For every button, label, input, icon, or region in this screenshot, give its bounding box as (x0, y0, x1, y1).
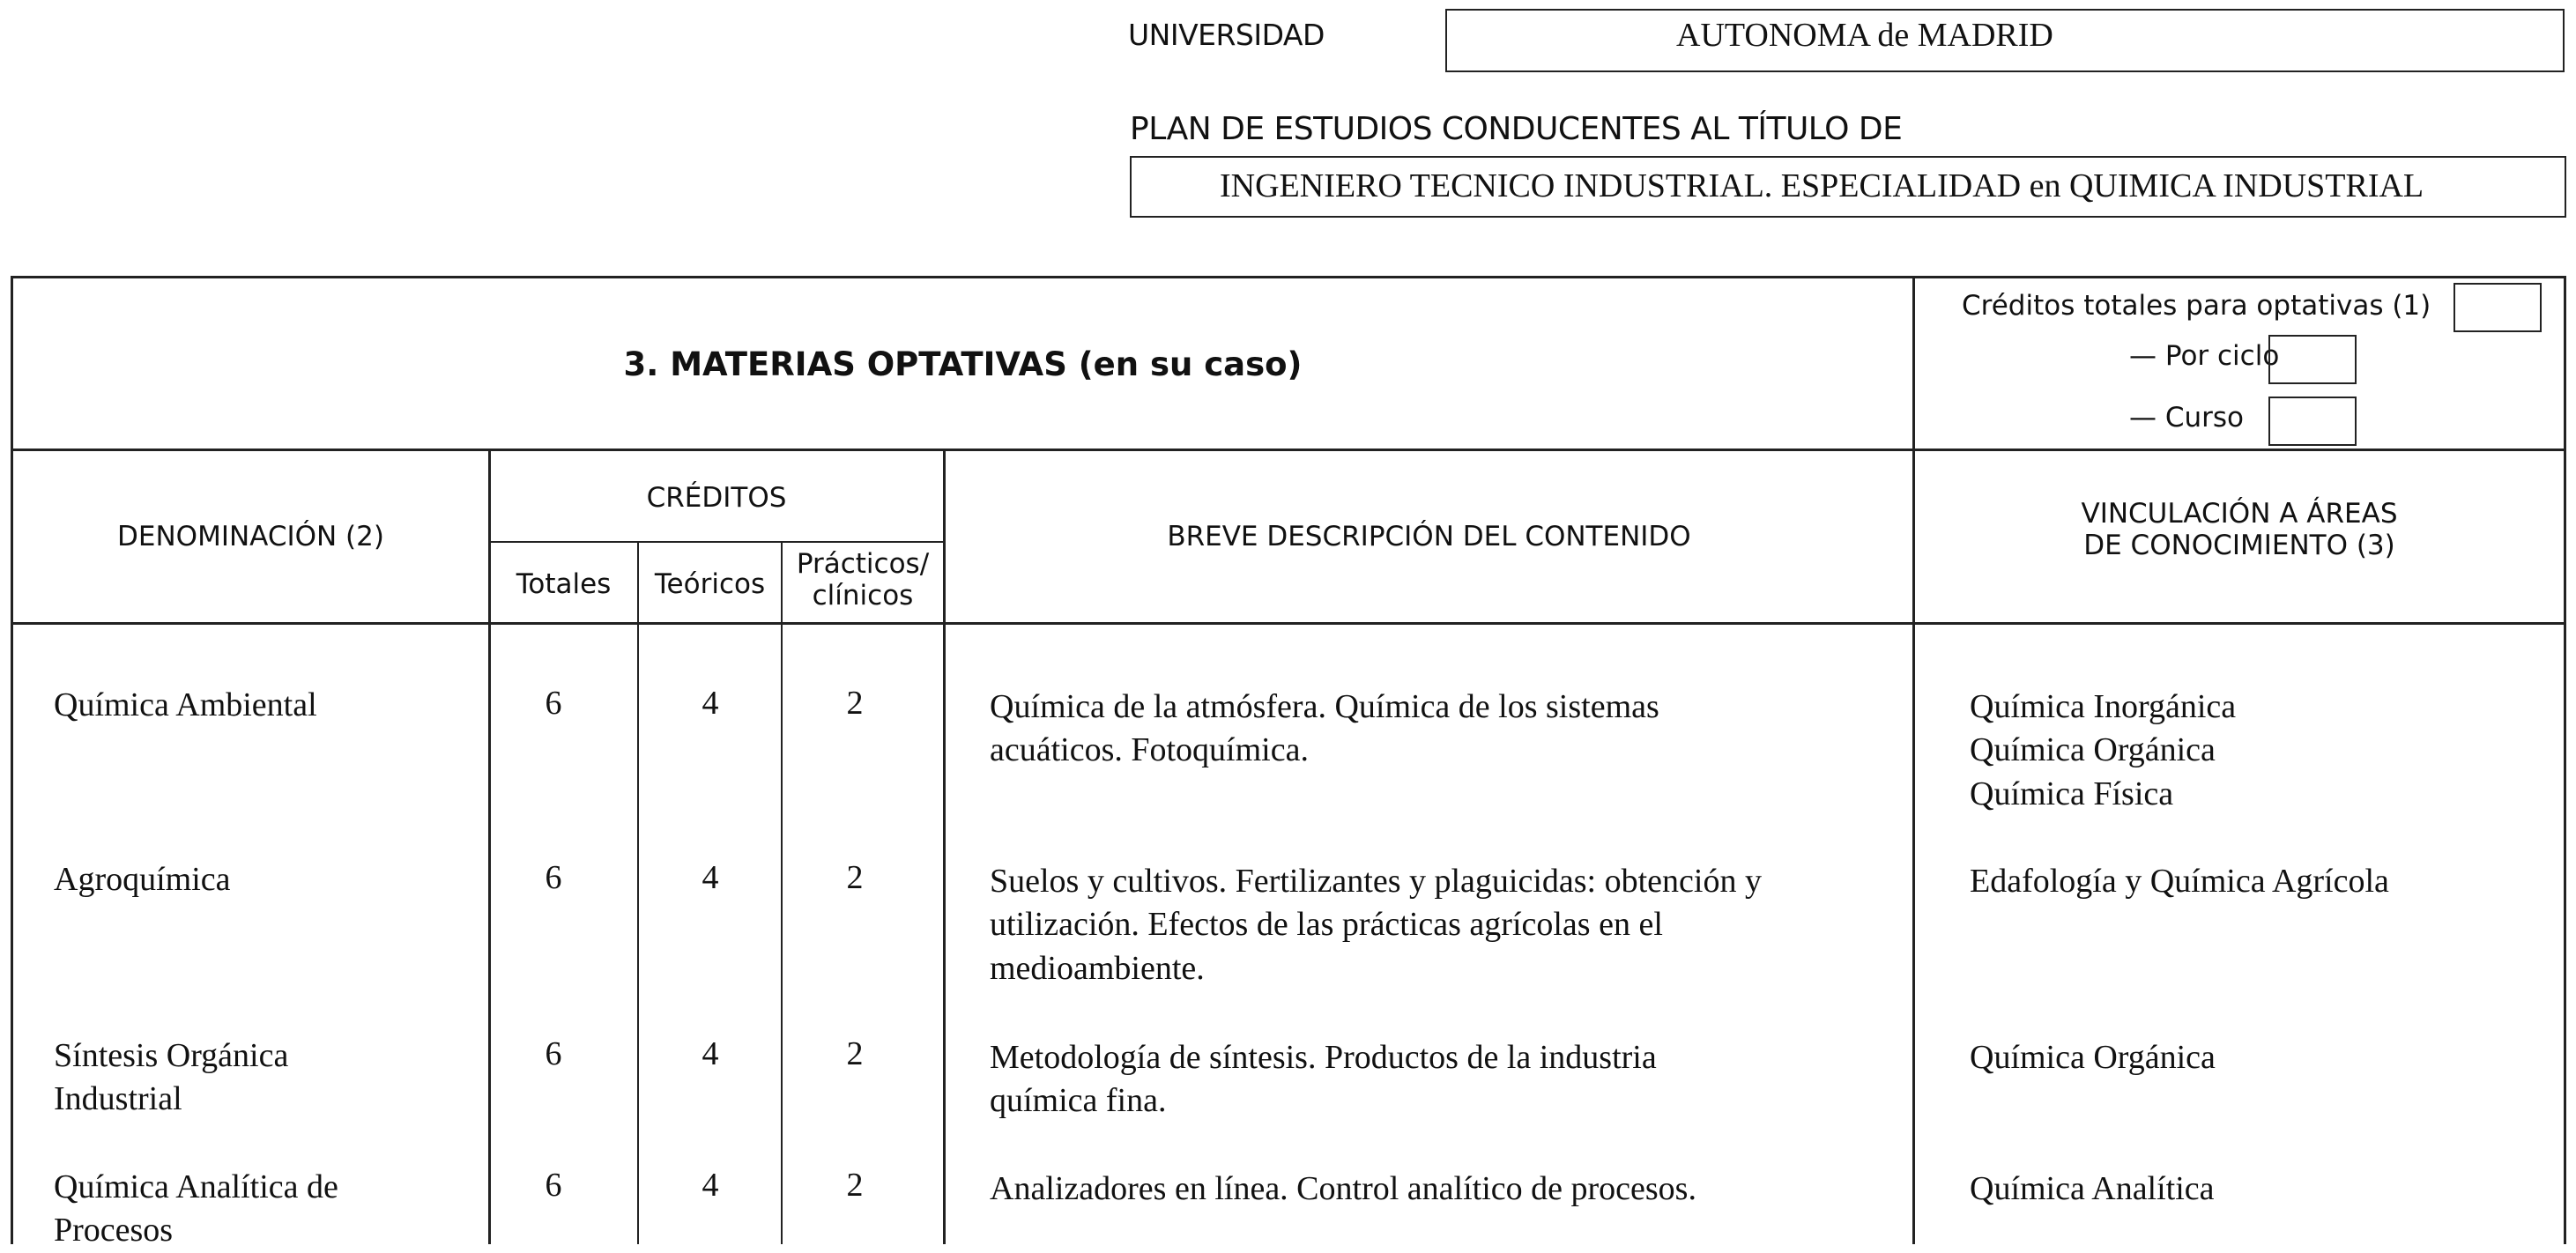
table-row-4-practicos: 2 (846, 1167, 864, 1204)
vinculacion-header (1915, 499, 2564, 561)
teoricos-divider (781, 541, 783, 1244)
descripcion-header: BREVE DESCRIPCIÓN DEL CONTENIDO (1167, 521, 1691, 552)
creditos-header: CRÉDITOS (646, 482, 787, 514)
denominacion-line: Industrial (54, 1080, 182, 1118)
vinculacion-header-line2: DE CONOCIMIENTO (3) (2083, 529, 2395, 561)
table-row-2-teoricos: 4 (702, 859, 719, 896)
column-header-divider (13, 622, 2564, 625)
curso-label: — Curso (2129, 402, 2245, 434)
descripcion-divider (943, 449, 946, 1244)
table-row-3-practicos: 2 (846, 1035, 864, 1072)
descripcion-line: medioambiente. (990, 949, 1205, 987)
vinculacion-header-line1: VINCULACIÓN A ÁREAS (2081, 498, 2398, 530)
por-ciclo-box (2268, 335, 2357, 384)
table-row-3-denominacion (54, 1034, 288, 1122)
descripcion-line: Suelos y cultivos. Fertilizantes y plaguicidas: obtención y (990, 863, 1762, 900)
table-row-4-denominacion (54, 1166, 338, 1253)
descripcion-line: química fina. (990, 1082, 1167, 1120)
universidad-value: AUTONOMA de MADRID (1676, 17, 2053, 54)
table-row-3-areas (1970, 1036, 2216, 1079)
table-row-4-totales: 6 (545, 1167, 562, 1204)
descripcion-line: Metodología de síntesis. Productos de la industria (990, 1039, 1657, 1076)
area-line: Química Física (1970, 775, 2174, 812)
table-row-1-denominacion (54, 684, 317, 727)
denominacion-divider (488, 449, 491, 1244)
teoricos-header: Teóricos (654, 568, 766, 600)
area-line: Química Orgánica (1970, 731, 2216, 769)
denominacion-line: Procesos (54, 1212, 174, 1249)
table-row-3-totales: 6 (545, 1035, 562, 1072)
header-divider (13, 449, 2564, 451)
table-row-2-denominacion (54, 858, 231, 901)
table-row-2-practicos: 2 (846, 859, 864, 896)
table-row-1-totales: 6 (545, 685, 562, 722)
plan-label: PLAN DE ESTUDIOS CONDUCENTES AL TÍTULO DE (1130, 111, 1903, 147)
table-row-2-descripcion (990, 860, 1762, 990)
table-row-4-descripcion (990, 1168, 1696, 1211)
titulo-value: INGENIERO TECNICO INDUSTRIAL. ESPECIALIDAD en QUIMICA INDUSTRIAL (1220, 167, 2424, 204)
area-line: Química Analítica (1970, 1170, 2215, 1207)
denominacion-header: DENOMINACIÓN (2) (117, 521, 384, 552)
practicos-header (783, 549, 943, 612)
area-line: Química Orgánica (1970, 1039, 2216, 1076)
descripcion-line: Analizadores en línea. Control analítico de procesos. (990, 1170, 1696, 1207)
table-row-2-totales: 6 (545, 859, 562, 896)
table-row-2-areas (1970, 860, 2389, 903)
descripcion-line: utilización. Efectos de las prácticas agrícolas en el (990, 906, 1663, 944)
descripcion-line: acuáticos. Fotoquímica. (990, 731, 1309, 769)
denominacion-line: Química Analítica de (54, 1168, 338, 1205)
creditos-totales-box (2454, 283, 2542, 332)
titulo-field (1130, 156, 2566, 218)
table-row-1-practicos: 2 (846, 685, 864, 722)
area-line: Química Inorgánica (1970, 688, 2237, 725)
totales-header: Totales (516, 568, 612, 600)
table-row-1-teoricos: 4 (702, 685, 719, 722)
table-row-1-areas (1970, 686, 2236, 816)
table-row-3-descripcion (990, 1036, 1657, 1123)
denominacion-line: Agroquímica (54, 861, 231, 898)
materias-optativas-table (11, 276, 2566, 1249)
practicos-header-line2: clínicos (812, 579, 914, 612)
creditos-subheader-divider (490, 541, 944, 543)
denominacion-line: Síntesis Orgánica (54, 1037, 289, 1074)
table-row-4-teoricos: 4 (702, 1167, 719, 1204)
creditos-optativas-panel (1913, 278, 2566, 449)
por-ciclo-label: — Por ciclo (2129, 340, 2280, 372)
practicos-header-line1: Prácticos/ (796, 548, 930, 580)
table-row-1-descripcion (990, 686, 1659, 773)
creditos-totales-label: Créditos totales para optativas (1) (1962, 290, 2431, 322)
denominacion-line: Química Ambiental (54, 686, 317, 723)
universidad-label: UNIVERSIDAD (1128, 18, 1325, 52)
curso-box (2268, 397, 2357, 446)
table-row-4-areas (1970, 1168, 2215, 1211)
totales-divider (637, 541, 639, 1244)
descripcion-line: Química de la atmósfera. Química de los sistemas (990, 688, 1659, 725)
table-row-3-teoricos: 4 (702, 1035, 719, 1072)
section-title: 3. MATERIAS OPTATIVAS (en su caso) (623, 345, 1303, 383)
area-line: Edafología y Química Agrícola (1970, 863, 2389, 900)
universidad-field (1445, 9, 2565, 72)
